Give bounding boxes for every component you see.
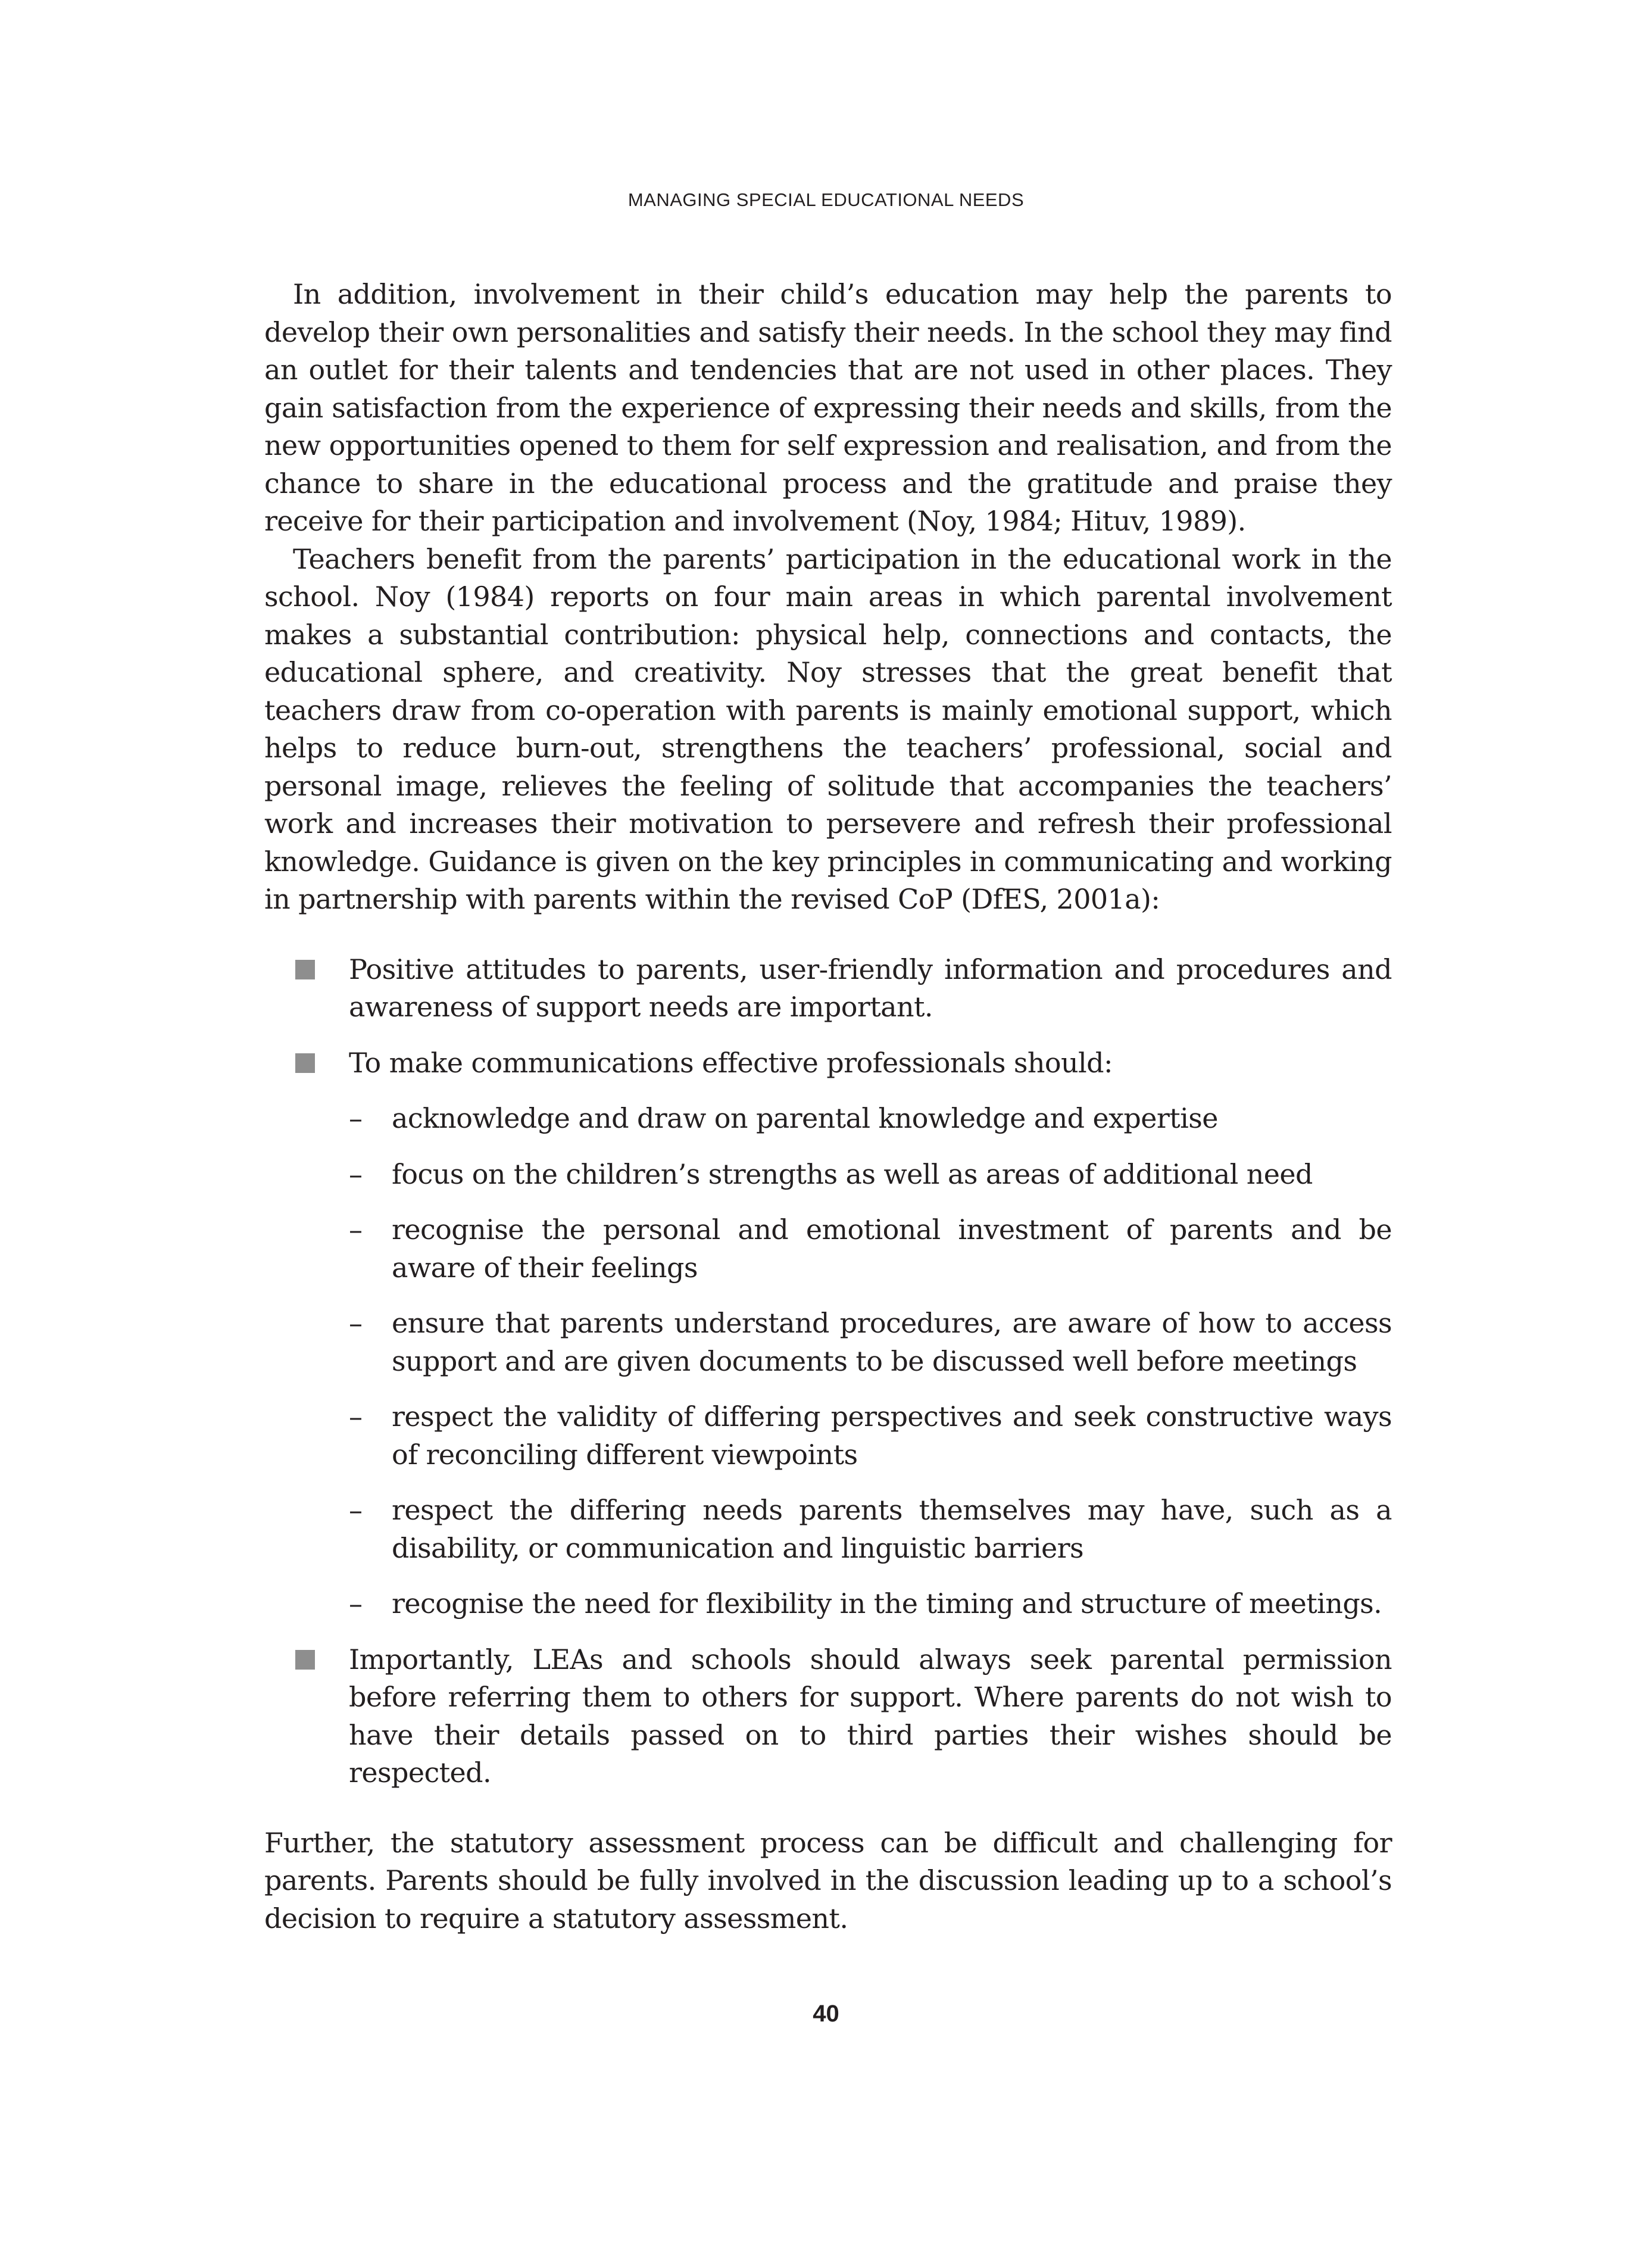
square-bullet-icon (295, 1650, 315, 1670)
dash-text-1: acknowledge and draw on parental knowledge and expertise (392, 1102, 1218, 1134)
dash-text-4: ensure that parents understand procedures, are aware of how to access support and are given documents to be discussed well before meetings (392, 1307, 1392, 1377)
dash-item-4 (349, 1305, 1392, 1380)
dash-marker: – (349, 1307, 363, 1339)
dash-item-1 (349, 1100, 1392, 1138)
dash-text-6: respect the differing needs parents themselves may have, such as a disability, or communication and linguistic barriers (392, 1494, 1392, 1564)
dash-text-3: recognise the personal and emotional investment of parents and be aware of their feelings (392, 1213, 1392, 1284)
dash-marker: – (349, 1213, 363, 1246)
paragraph-3: Further, the statutory assessment process can be difficult and challenging for parents. Parents should be fully involved in the discussion leading up to a school’s decision to require a statutory assessment. (264, 1826, 1392, 1935)
dash-item-3 (349, 1211, 1392, 1287)
dash-text-2: focus on the children’s strengths as well as areas of additional need (392, 1158, 1313, 1190)
main-text (264, 276, 1392, 1938)
bullet-text-3: Importantly, LEAs and schools should always seek parental permission before referring them to others for support. Where parents do not wish to have their details passed on to third parties their wishes should be respected. (349, 1643, 1392, 1789)
dash-item-2 (349, 1156, 1392, 1194)
dash-marker: – (349, 1494, 363, 1526)
dash-item-7 (349, 1585, 1392, 1623)
dash-marker: – (349, 1400, 363, 1433)
paragraph-2: Teachers benefit from the parents’ participation in the educational work in the school. Noy (1984) reports on four main areas in which parental involvement makes a substantial contribution: physical help, connections and contacts, the educational sphere, and creativity. Noy stresses that the great benefit that teachers draw from co-operation with parents is mainly emotional support, which helps to reduce burn-out, strengthens the teachers’ professional, social and personal image, relieves the feeling of solitude that accompanies the teachers’ work and increases their motivation to persevere and refresh their professional knowledge. Guidance is given on the key principles in communicating and working in partnership with parents within the revised CoP (DfES, 2001a): (264, 542, 1392, 915)
dash-marker: – (349, 1102, 363, 1134)
bullet-text-2: To make communications effective professionals should: (349, 1046, 1113, 1079)
bullet-item-1 (264, 951, 1392, 1027)
square-bullet-icon (295, 960, 315, 979)
dash-item-5 (349, 1398, 1392, 1474)
bullet-text-1: Positive attitudes to parents, user-friendly information and procedures and awareness of support needs are important. (349, 953, 1392, 1023)
running-head: MANAGING SPECIAL EDUCATIONAL NEEDS (627, 189, 1025, 210)
dash-marker: – (349, 1158, 363, 1190)
page-number: 40 (813, 2001, 839, 2027)
dash-item-6 (349, 1492, 1392, 1567)
dash-list (349, 1100, 1392, 1623)
paragraph-1: In addition, involvement in their child’s education may help the parents to develop their own personalities and satisfy their needs. In the school they may find an outlet for their talents and tendencies that are not used in other places. They gain satisfaction from the experience of expressing their needs and skills, from the new opportunities opened to them for self expression and realisation, and from the chance to share in the educational process and the gratitude and praise they receive for their participation and involvement (Noy, 1984; Hituv, 1989). (264, 278, 1392, 537)
dash-text-5: respect the validity of differing perspectives and seek constructive ways of reconciling different viewpoints (392, 1400, 1392, 1471)
bullet-item-2 (264, 1044, 1392, 1623)
bullet-list (264, 951, 1392, 1792)
dash-marker: – (349, 1587, 363, 1620)
square-bullet-icon (295, 1053, 315, 1073)
dash-text-7: recognise the need for flexibility in the timing and structure of meetings. (392, 1587, 1382, 1620)
bullet-item-3 (264, 1641, 1392, 1792)
